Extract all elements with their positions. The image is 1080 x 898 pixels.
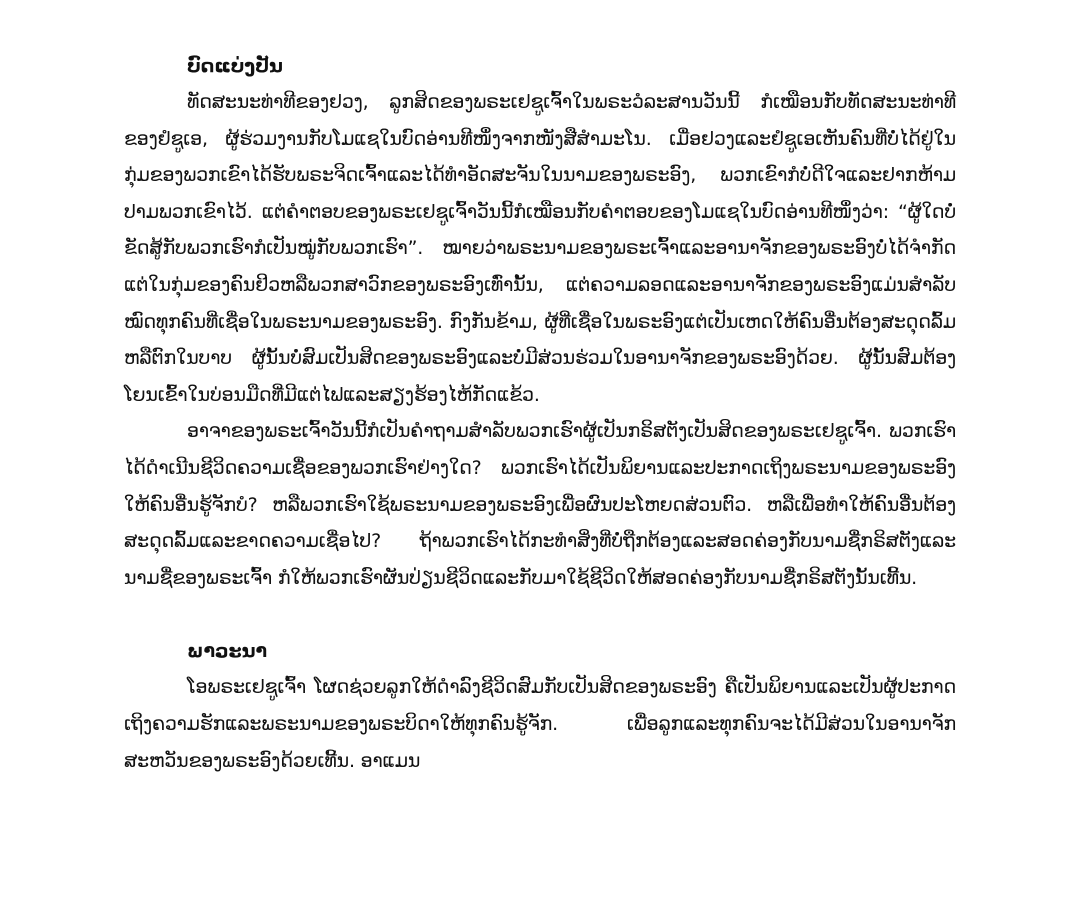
prayer-section bbox=[124, 633, 956, 779]
reflection-paragraph-1: ທັດສະນະທ່າທີຂອງຢວງ, ລູກສິດຂອງພຣະເຢຊູເຈົ້າໃນພຣະວໍລະສານວັນນີ້ ກໍເໝືອນກັບທັດສະນະທ່າທີຂອງຢໍຊູເອ, ຜູ້ຮ່ວມງານກັບໂມແຊໃນບົດອ່ານທີໜຶ່ງຈາກໜັງສືສຳມະໂນ. ເມື່ອຢວງແລະຢໍຊູເອເຫັນຄົນທີ່ບໍ່ໄດ້ຢູ່ໃນກຸ່ມຂອງພວກເຂົາໄດ້ຮັບພຣະຈິດເຈົ້າແລະໄດ້ທຳອັດສະຈັນໃນນາມຂອງພຣະອົງ, ພວກເຂົາກໍບໍ່ດີໃຈແລະຢາກຫ້າມປາມພວກເຂົາໄວ້. ແຕ່ຄຳຕອບຂອງພຣະເຢຊູເຈົ້າວັນນີ້ກໍເໝືອນກັບຄຳຕອບຂອງໂມແຊໃນບົດອ່ານທີໜຶ່ງວ່າ: “ຜູ້ໃດບໍ່ຂັດສູ້ກັບພວກເຮົາກໍເປັນໝູ່ກັບພວກເຮົາ”. ໝາຍວ່າພຣະນາມຂອງພຣະເຈົ້າແລະອານາຈັກຂອງພຣະອົງບໍ່ໄດ້ຈຳກັດແຕ່ໃນກຸ່ມຂອງຄົນຢິວຫລືພວກສາວົກຂອງພຣະອົງເທົ່ານັ້ນ, ແຕ່ຄວາມລອດແລະອານາຈັກຂອງພຣະອົງແມ່ນສຳລັບໝົດທຸກຄົນທີ່ເຊື່ອໃນພຣະນາມຂອງພຣະອົງ. ກົງກັນຂ້າມ, ຜູ້ທີ່ເຊື່ອໃນພຣະອົງແຕ່ເປັນເຫດໃຫ້ຄົນອື່ນຕ້ອງສະດຸດລົ້ມຫລືຕົກໃນບາບ ຜູ້ນັ້ນບໍ່ສົມເປັນສິດຂອງພຣະອົງແລະບໍ່ມີສ່ວນຮ່ວມໃນອານາຈັກຂອງພຣະອົງດ້ວຍ. ຜູ້ນັ້ນສົມຕ້ອງໂຍນເຂົ້າໃນບ່ອນມືດທີ່ມີແຕ່ໄຟແລະສຽງຮ້ອງໄຫ້ກັດແຂ້ວ. bbox=[124, 91, 956, 406]
prayer-paragraph: ໂອພຣະເຢຊູເຈົ້າ ໂຜດຊ່ວຍລູກໃຫ້ດຳລົງຊີວິດສົມກັບເປັນສິດຂອງພຣະອົງ ຄືເປັນພິຍານແລະເປັນຜູ້ປະກາດເຖິງຄວາມຮັກແລະພຣະນາມຂອງພຣະບິດາໃຫ້ທຸກຄົນຮູ້ຈັກ. ເພື່ອລູກແລະທຸກຄົນຈະໄດ້ມີສ່ວນໃນອານາຈັກສະຫວັນຂອງພຣະອົງດ້ວຍເທີ້ນ. ອາແມນ bbox=[124, 676, 956, 772]
reflection-paragraph-2: ອາຈາຂອງພຣະເຈົ້າວັນນີ້ກໍເປັນຄຳຖາມສຳລັບພວກເຮົາຜູ້ເປັນກຣິສຕັງເປັນສິດຂອງພຣະເຢຊູເຈົ້າ. ພວກເຮົາໄດ້ດຳເນີນຊີວິດຄວາມເຊື່ອຂອງພວກເຮົາຢ່າງໃດ? ພວກເຮົາໄດ້ເປັນພິຍານແລະປະກາດເຖິງພຣະນາມຂອງພຣະອົງໃຫ້ຄົນອື່ນຮູ້ຈັກບໍ? ຫລືພວກເຮົາໃຊ້ພຣະນາມຂອງພຣະອົງເພື່ອຜົນປະໂຫຍດສ່ວນຕົວ. ຫລືເພື່ອທຳໃຫ້ຄົນອື່ນຕ້ອງສະດຸດລົ້ມແລະຂາດຄວາມເຊື່ອໄປ? ຖ້າພວກເຮົາໄດ້ກະທຳສິ່ງທີ່ບໍ່ຖືກຕ້ອງແລະສອດຄ່ອງກັບນາມຊື່ກຣິສຕັງແລະນາມຊື່ຂອງພຣະເຈົ້າ ກໍໃຫ້ພວກເຮົາຜັນປ່ຽນຊີວິດແລະກັບມາໃຊ້ຊີວິດໃຫ້ສອດຄ່ອງກັບນາມຊື່ກຣິສຕັງນັ້ນເທີ້ນ. bbox=[124, 420, 956, 589]
prayer-heading: ພາວະນາ bbox=[187, 640, 268, 663]
reflection-heading: ບົດແບ່ງປັນ bbox=[187, 55, 283, 77]
section-spacer bbox=[124, 596, 956, 633]
document-page bbox=[124, 48, 956, 779]
reflection-section bbox=[124, 48, 956, 596]
